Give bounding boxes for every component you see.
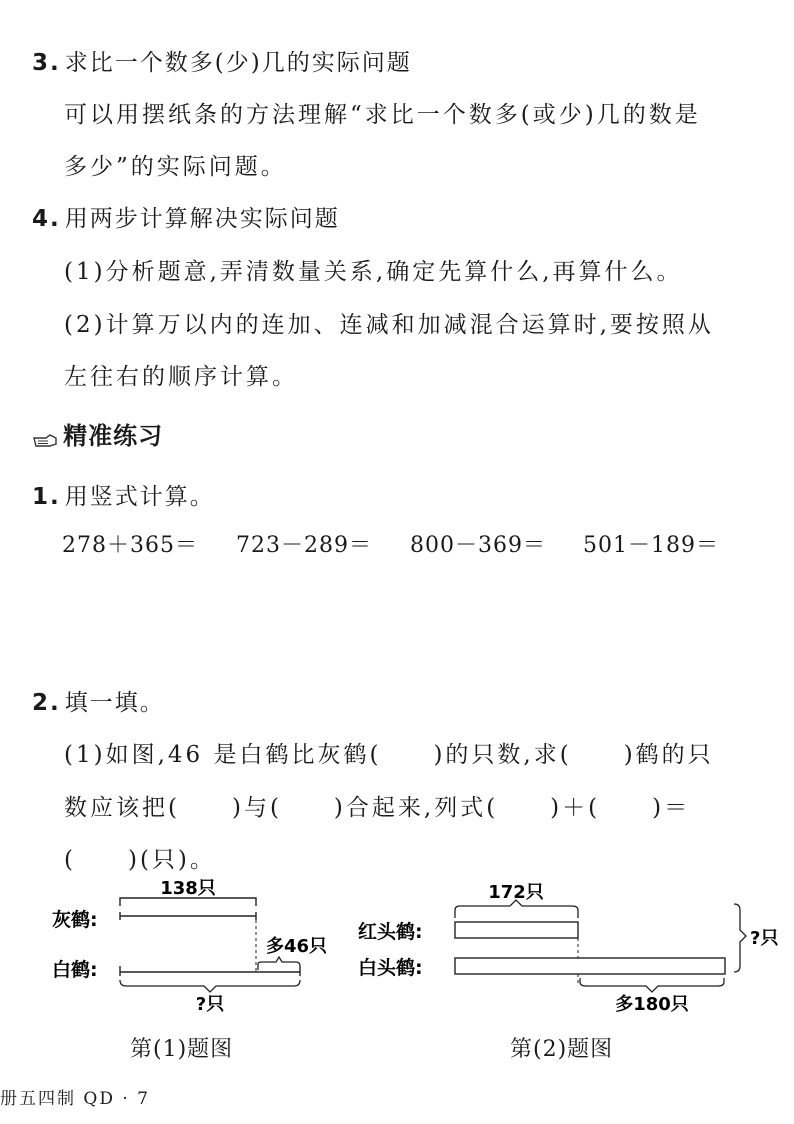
section4-item1: (1)分析题意,弄清数量关系,确定先算什么,再算什么。 — [64, 259, 683, 285]
q1-expression-1: 278＋365＝ — [62, 533, 198, 558]
section3-text-line2: 多少”的实际问题。 — [64, 154, 287, 180]
q1-expression-3: 800－369＝ — [410, 533, 546, 558]
section4-title: 用两步计算解决实际问题 — [64, 206, 340, 232]
q2-title: 填一填。 — [64, 690, 165, 716]
q2-number: 2. — [32, 690, 61, 716]
diagram2-label-bottom: 白头鹤: — [358, 957, 423, 979]
diagram2 — [358, 882, 778, 1015]
q2-line2: 数应该把( )与( )合起来,列式( )＋( )＝ — [64, 795, 691, 821]
diagram1-label-top: 灰鹤: — [52, 909, 98, 931]
diagram2-top-value: 172只 — [488, 882, 544, 903]
page-footer: 册五四制 QD · 7 — [0, 1089, 150, 1109]
diagram1-diff-value: 多46只 — [266, 936, 328, 957]
diagram1 — [52, 878, 327, 1015]
practice-title: 精准练习 — [63, 422, 164, 450]
diagram2-diff-brace — [580, 978, 724, 992]
section4-item2-line1: (2)计算万以内的连加、连减和加减混合运算时,要按照从 — [64, 312, 714, 338]
q1-title: 用竖式计算。 — [64, 484, 215, 510]
section4-number: 4. — [32, 206, 61, 232]
section3-text-line1: 可以用摆纸条的方法理解“求比一个数多(或少)几的数是 — [64, 102, 701, 128]
q2-line3: ( )(只)。 — [64, 847, 216, 873]
diagram1-bottom-bar-ends — [120, 966, 300, 976]
diagram2-total-brace — [734, 904, 746, 972]
diagram1-caption: 第(1)题图 — [130, 1037, 234, 1062]
diagram2-total-value: ?只 — [750, 928, 779, 949]
diagram1-total-value: ?只 — [195, 994, 225, 1015]
diagram2-top-bar — [455, 922, 578, 938]
section3-title: 求比一个数多(少)几的实际问题 — [64, 50, 412, 76]
section4-item2-line2: 左往右的顺序计算。 — [64, 364, 298, 390]
section3-number: 3. — [32, 50, 61, 76]
diagram1-top-brace — [120, 898, 256, 906]
diagram2-label-top: 红头鹤: — [358, 921, 423, 943]
q1-number: 1. — [32, 484, 61, 510]
q1-expression-2: 723－289＝ — [236, 533, 372, 558]
diagram2-diff-value: 多180只 — [615, 994, 689, 1015]
diagram1-top-value: 138只 — [160, 878, 216, 899]
diagram1-label-bottom: 白鹤: — [52, 959, 98, 981]
diagram2-caption: 第(2)题图 — [510, 1037, 614, 1062]
q2-line1: (1)如图,46 是白鹤比灰鹤( )的只数,求( )鹤的只 — [64, 742, 714, 768]
diagram1-diff-brace — [258, 957, 300, 970]
diagram2-bottom-bar — [455, 958, 725, 974]
q1-expression-4: 501－189＝ — [583, 533, 719, 558]
diagram1-total-brace — [120, 980, 300, 992]
